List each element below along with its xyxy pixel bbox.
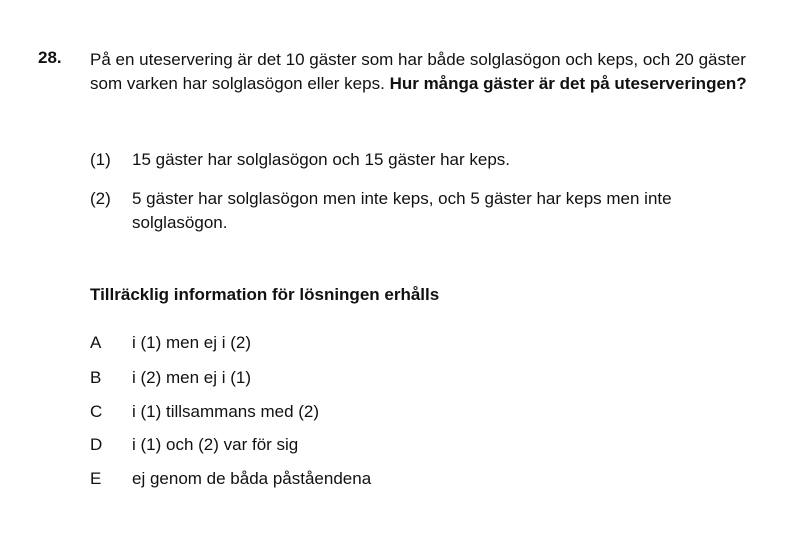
option-letter: C bbox=[90, 402, 103, 421]
answer-subheading: Tillräcklig information för lösningen erhålls bbox=[90, 285, 440, 304]
question-number: 28. bbox=[38, 48, 62, 67]
statement-2 bbox=[90, 187, 750, 235]
statement-label: (1) bbox=[90, 150, 111, 169]
option-text: i (1) men ej i (2) bbox=[132, 333, 252, 352]
question-text-plain: På en uteservering är det 10 gäster som har både solglasögon och keps, och 20 gäster som varken har solglasögon eller keps. bbox=[90, 50, 746, 93]
option-letter: E bbox=[90, 469, 102, 488]
option-text: i (1) och (2) var för sig bbox=[132, 435, 299, 454]
question-text-bold: Hur många gäster är det på uteserveringen? bbox=[389, 74, 747, 93]
statement-label: (2) bbox=[90, 189, 111, 208]
option-text: i (2) men ej i (1) bbox=[132, 368, 252, 387]
option-b[interactable] bbox=[90, 366, 590, 390]
option-letter: D bbox=[90, 435, 103, 454]
statement-1 bbox=[90, 148, 750, 172]
option-e[interactable] bbox=[90, 467, 590, 491]
question-text bbox=[90, 48, 750, 96]
option-letter: A bbox=[90, 333, 102, 352]
option-d[interactable] bbox=[90, 433, 590, 457]
option-letter: B bbox=[90, 368, 102, 387]
option-a[interactable] bbox=[90, 331, 590, 355]
statement-text: 15 gäster har solglasögon och 15 gäster har keps. bbox=[132, 150, 511, 169]
statement-text: 5 gäster har solglasögon men inte keps, och 5 gäster har keps men inte solglasögon. bbox=[132, 189, 672, 232]
option-text: ej genom de båda påståendena bbox=[132, 469, 372, 488]
option-text: i (1) tillsammans med (2) bbox=[132, 402, 320, 421]
option-c[interactable] bbox=[90, 400, 590, 424]
